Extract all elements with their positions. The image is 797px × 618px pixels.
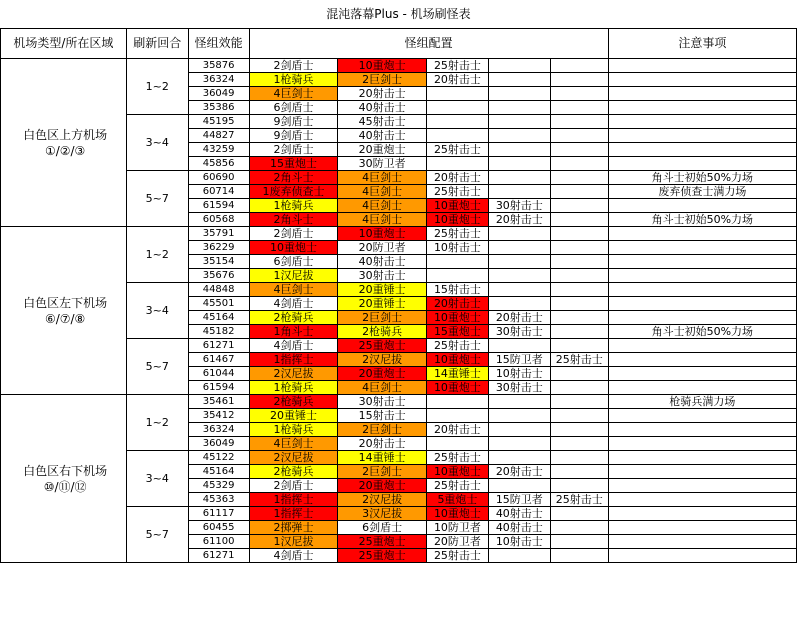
note-cell: 角斗士初始50%力场 <box>608 213 796 227</box>
unit-cell: 10重炮士 <box>427 213 489 227</box>
empty-unit-cell <box>550 283 608 297</box>
unit-cell: 25射击士 <box>427 59 489 73</box>
power-cell: 44848 <box>188 283 249 297</box>
empty-unit-cell <box>427 269 489 283</box>
power-cell: 35791 <box>188 227 249 241</box>
note-cell <box>608 269 796 283</box>
unit-cell: 20射击士 <box>488 465 550 479</box>
power-cell: 45182 <box>188 325 249 339</box>
unit-cell: 1汉尼拔 <box>249 535 338 549</box>
region-name: 白色区右下机场 <box>23 463 108 478</box>
unit-cell: 2角斗士 <box>249 213 338 227</box>
empty-unit-cell <box>550 157 608 171</box>
round-cell: 5~7 <box>126 339 188 395</box>
empty-unit-cell <box>550 451 608 465</box>
unit-cell: 20重炮士 <box>338 143 427 157</box>
power-cell: 60568 <box>188 213 249 227</box>
unit-cell: 2剑盾士 <box>249 479 338 493</box>
empty-unit-cell <box>427 409 489 423</box>
unit-cell: 10防卫者 <box>427 521 489 535</box>
note-cell <box>608 451 796 465</box>
empty-unit-cell <box>550 521 608 535</box>
empty-unit-cell <box>550 241 608 255</box>
header-round: 刷新回合 <box>126 29 188 59</box>
empty-unit-cell <box>550 325 608 339</box>
unit-cell: 2巨剑士 <box>338 465 427 479</box>
empty-unit-cell <box>550 465 608 479</box>
note-cell <box>608 479 796 493</box>
power-cell: 45501 <box>188 297 249 311</box>
round-cell: 5~7 <box>126 507 188 563</box>
note-cell: 角斗士初始50%力场 <box>608 171 796 185</box>
empty-unit-cell <box>550 269 608 283</box>
region-name: 白色区左下机场 <box>23 295 108 310</box>
round-cell: 5~7 <box>126 171 188 227</box>
note-cell <box>608 507 796 521</box>
unit-cell: 6剑盾士 <box>249 101 338 115</box>
unit-cell: 2汉尼拔 <box>338 493 427 507</box>
empty-unit-cell <box>488 241 550 255</box>
unit-cell: 4巨剑士 <box>338 199 427 213</box>
unit-cell: 20射击士 <box>427 423 489 437</box>
unit-cell: 6剑盾士 <box>249 255 338 269</box>
power-cell: 36324 <box>188 423 249 437</box>
empty-unit-cell <box>550 381 608 395</box>
note-cell <box>608 367 796 381</box>
unit-cell: 25射击士 <box>550 353 608 367</box>
unit-cell: 30防卫者 <box>338 157 427 171</box>
empty-unit-cell <box>550 535 608 549</box>
unit-cell: 1枪骑兵 <box>249 381 338 395</box>
region-airports: ⑩/⑪/⑫ <box>43 479 87 494</box>
power-cell: 45363 <box>188 493 249 507</box>
unit-cell: 10射击士 <box>488 367 550 381</box>
empty-unit-cell <box>550 213 608 227</box>
empty-unit-cell <box>427 157 489 171</box>
power-cell: 61271 <box>188 339 249 353</box>
power-cell: 43259 <box>188 143 249 157</box>
empty-unit-cell <box>550 367 608 381</box>
empty-unit-cell <box>427 129 489 143</box>
unit-cell: 30射击士 <box>488 381 550 395</box>
note-cell <box>608 381 796 395</box>
unit-cell: 45射击士 <box>338 115 427 129</box>
table-row <box>1 395 797 409</box>
round-cell: 3~4 <box>126 115 188 171</box>
note-cell <box>608 493 796 507</box>
unit-cell: 4巨剑士 <box>338 171 427 185</box>
empty-unit-cell <box>427 101 489 115</box>
empty-unit-cell <box>427 437 489 451</box>
unit-cell: 10重炮士 <box>427 465 489 479</box>
power-cell: 36049 <box>188 87 249 101</box>
unit-cell: 30射击士 <box>488 325 550 339</box>
unit-cell: 9剑盾士 <box>249 115 338 129</box>
empty-unit-cell <box>488 339 550 353</box>
unit-cell: 25射击士 <box>427 451 489 465</box>
empty-unit-cell <box>488 115 550 129</box>
unit-cell: 4巨剑士 <box>338 213 427 227</box>
unit-cell: 25射击士 <box>550 493 608 507</box>
unit-cell: 2巨剑士 <box>338 423 427 437</box>
unit-cell: 20射击士 <box>338 437 427 451</box>
header-power: 怪组效能 <box>188 29 249 59</box>
empty-unit-cell <box>427 255 489 269</box>
empty-unit-cell <box>427 87 489 101</box>
unit-cell: 5重炮士 <box>427 493 489 507</box>
power-cell: 36229 <box>188 241 249 255</box>
power-cell: 35412 <box>188 409 249 423</box>
table-row <box>1 59 797 73</box>
note-cell <box>608 353 796 367</box>
empty-unit-cell <box>550 115 608 129</box>
unit-cell: 4巨剑士 <box>249 87 338 101</box>
unit-cell: 4巨剑士 <box>338 381 427 395</box>
empty-unit-cell <box>488 479 550 493</box>
round-cell: 1~2 <box>126 59 188 115</box>
table-row <box>1 227 797 241</box>
round-cell: 1~2 <box>126 395 188 451</box>
unit-cell: 10重炮士 <box>338 227 427 241</box>
power-cell: 60455 <box>188 521 249 535</box>
note-cell: 角斗士初始50%力场 <box>608 325 796 339</box>
empty-unit-cell <box>488 143 550 157</box>
note-cell <box>608 409 796 423</box>
empty-unit-cell <box>488 157 550 171</box>
empty-unit-cell <box>427 395 489 409</box>
unit-cell: 40射击士 <box>338 255 427 269</box>
region-cell <box>4 59 126 227</box>
region-cell <box>4 395 126 563</box>
unit-cell: 1汉尼拔 <box>249 269 338 283</box>
empty-unit-cell <box>550 479 608 493</box>
unit-cell: 14重锤士 <box>427 367 489 381</box>
unit-cell: 2剑盾士 <box>249 59 338 73</box>
header-notes: 注意事项 <box>608 29 796 59</box>
empty-unit-cell <box>488 101 550 115</box>
unit-cell: 15射击士 <box>427 283 489 297</box>
power-cell: 36324 <box>188 73 249 87</box>
unit-cell: 30射击士 <box>338 395 427 409</box>
empty-unit-cell <box>550 339 608 353</box>
power-cell: 60714 <box>188 185 249 199</box>
unit-cell: 1枪骑兵 <box>249 73 338 87</box>
unit-cell: 20防卫者 <box>427 535 489 549</box>
note-cell: 废弃侦查士满力场 <box>608 185 796 199</box>
unit-cell: 15防卫者 <box>488 353 550 367</box>
empty-unit-cell <box>488 171 550 185</box>
unit-cell: 1指挥士 <box>249 353 338 367</box>
unit-cell: 2枪骑兵 <box>249 395 338 409</box>
power-cell: 35461 <box>188 395 249 409</box>
unit-cell: 4剑盾士 <box>249 549 338 563</box>
unit-cell: 25重炮士 <box>338 339 427 353</box>
unit-cell: 10重炮士 <box>427 381 489 395</box>
unit-cell: 1指挥士 <box>249 493 338 507</box>
note-cell <box>608 199 796 213</box>
note-cell <box>608 339 796 353</box>
unit-cell: 2枪骑兵 <box>338 325 427 339</box>
empty-unit-cell <box>488 409 550 423</box>
unit-cell: 10重炮士 <box>427 311 489 325</box>
note-cell <box>608 227 796 241</box>
unit-cell: 25重炮士 <box>338 549 427 563</box>
unit-cell: 15重炮士 <box>427 325 489 339</box>
unit-cell: 1指挥士 <box>249 507 338 521</box>
empty-unit-cell <box>550 73 608 87</box>
region-name: 白色区上方机场 <box>23 127 108 142</box>
power-cell: 35876 <box>188 59 249 73</box>
unit-cell: 3汉尼拔 <box>338 507 427 521</box>
empty-unit-cell <box>550 437 608 451</box>
empty-unit-cell <box>550 507 608 521</box>
empty-unit-cell <box>488 297 550 311</box>
unit-cell: 4巨剑士 <box>249 283 338 297</box>
empty-unit-cell <box>550 255 608 269</box>
power-cell: 45122 <box>188 451 249 465</box>
note-cell <box>608 241 796 255</box>
unit-cell: 10射击士 <box>488 535 550 549</box>
note-cell <box>608 549 796 563</box>
empty-unit-cell <box>488 437 550 451</box>
note-cell <box>608 437 796 451</box>
power-cell: 45164 <box>188 311 249 325</box>
note-cell <box>608 73 796 87</box>
unit-cell: 2巨剑士 <box>338 311 427 325</box>
unit-cell: 25重炮士 <box>338 535 427 549</box>
unit-cell: 2枪骑兵 <box>249 465 338 479</box>
unit-cell: 20射击士 <box>427 73 489 87</box>
empty-unit-cell <box>488 227 550 241</box>
unit-cell: 25射击士 <box>427 339 489 353</box>
unit-cell: 2剑盾士 <box>249 143 338 157</box>
empty-unit-cell <box>488 269 550 283</box>
unit-cell: 2汉尼拔 <box>338 353 427 367</box>
unit-cell: 1枪骑兵 <box>249 423 338 437</box>
note-cell <box>608 311 796 325</box>
power-cell: 44827 <box>188 129 249 143</box>
empty-unit-cell <box>488 87 550 101</box>
empty-unit-cell <box>488 255 550 269</box>
empty-unit-cell <box>488 451 550 465</box>
unit-cell: 40射击士 <box>338 101 427 115</box>
unit-cell: 4剑盾士 <box>249 297 338 311</box>
power-cell: 60690 <box>188 171 249 185</box>
sheet-title: 混沌落幕Plus - 机场刷怪表 <box>1 1 797 29</box>
unit-cell: 30射击士 <box>488 199 550 213</box>
unit-cell: 2汉尼拔 <box>249 451 338 465</box>
empty-unit-cell <box>550 199 608 213</box>
power-cell: 45164 <box>188 465 249 479</box>
note-cell <box>608 157 796 171</box>
unit-cell: 1角斗士 <box>249 325 338 339</box>
unit-cell: 2巨剑士 <box>338 73 427 87</box>
unit-cell: 10重炮士 <box>427 353 489 367</box>
region-cell <box>4 227 126 395</box>
power-cell: 35154 <box>188 255 249 269</box>
power-cell: 45856 <box>188 157 249 171</box>
empty-unit-cell <box>550 297 608 311</box>
note-cell <box>608 115 796 129</box>
unit-cell: 20射击士 <box>427 171 489 185</box>
power-cell: 61594 <box>188 381 249 395</box>
unit-cell: 2汉尼拔 <box>249 367 338 381</box>
empty-unit-cell <box>550 409 608 423</box>
unit-cell: 20重炮士 <box>338 367 427 381</box>
empty-unit-cell <box>488 73 550 87</box>
power-cell: 61594 <box>188 199 249 213</box>
unit-cell: 20重锤士 <box>338 297 427 311</box>
power-cell: 61271 <box>188 549 249 563</box>
unit-cell: 2枪骑兵 <box>249 311 338 325</box>
unit-cell: 25射击士 <box>427 549 489 563</box>
unit-cell: 4剑盾士 <box>249 339 338 353</box>
power-cell: 45195 <box>188 115 249 129</box>
unit-cell: 25射击士 <box>427 143 489 157</box>
empty-unit-cell <box>550 101 608 115</box>
note-cell <box>608 255 796 269</box>
unit-cell: 10重炮士 <box>338 59 427 73</box>
unit-cell: 20射击士 <box>488 311 550 325</box>
empty-unit-cell <box>488 549 550 563</box>
note-cell <box>608 465 796 479</box>
unit-cell: 20防卫者 <box>338 241 427 255</box>
note-cell <box>608 59 796 73</box>
empty-unit-cell <box>550 423 608 437</box>
header-region: 机场类型/所在区域 <box>1 29 127 59</box>
note-cell: 枪骑兵满力场 <box>608 395 796 409</box>
unit-cell: 4巨剑士 <box>249 437 338 451</box>
note-cell <box>608 535 796 549</box>
unit-cell: 10重炮士 <box>427 199 489 213</box>
unit-cell: 10重炮士 <box>427 507 489 521</box>
unit-cell: 25射击士 <box>427 479 489 493</box>
empty-unit-cell <box>550 185 608 199</box>
unit-cell: 20重锤士 <box>338 283 427 297</box>
unit-cell: 9剑盾士 <box>249 129 338 143</box>
unit-cell: 2角斗士 <box>249 171 338 185</box>
round-cell: 3~4 <box>126 451 188 507</box>
round-cell: 1~2 <box>126 227 188 283</box>
note-cell <box>608 423 796 437</box>
note-cell <box>608 297 796 311</box>
note-cell <box>608 521 796 535</box>
unit-cell: 40射击士 <box>488 507 550 521</box>
empty-unit-cell <box>427 115 489 129</box>
round-cell: 3~4 <box>126 283 188 339</box>
unit-cell: 30射击士 <box>338 269 427 283</box>
power-cell: 45329 <box>188 479 249 493</box>
power-cell: 61467 <box>188 353 249 367</box>
empty-unit-cell <box>550 129 608 143</box>
unit-cell: 6剑盾士 <box>338 521 427 535</box>
empty-unit-cell <box>488 283 550 297</box>
unit-cell: 2掷弹士 <box>249 521 338 535</box>
empty-unit-cell <box>550 549 608 563</box>
header-config: 怪组配置 <box>249 29 608 59</box>
unit-cell: 14重锤士 <box>338 451 427 465</box>
unit-cell: 15射击士 <box>338 409 427 423</box>
empty-unit-cell <box>488 129 550 143</box>
unit-cell: 20射击士 <box>427 297 489 311</box>
empty-unit-cell <box>550 87 608 101</box>
unit-cell: 25射击士 <box>427 227 489 241</box>
note-cell <box>608 87 796 101</box>
note-cell <box>608 129 796 143</box>
unit-cell: 15重炮士 <box>249 157 338 171</box>
region-airports: ⑥/⑦/⑧ <box>44 311 86 326</box>
unit-cell: 20重锤士 <box>249 409 338 423</box>
power-cell: 35386 <box>188 101 249 115</box>
empty-unit-cell <box>550 143 608 157</box>
unit-cell: 10重炮士 <box>249 241 338 255</box>
unit-cell: 1枪骑兵 <box>249 199 338 213</box>
empty-unit-cell <box>550 59 608 73</box>
power-cell: 36049 <box>188 437 249 451</box>
unit-cell: 2剑盾士 <box>249 227 338 241</box>
empty-unit-cell <box>488 395 550 409</box>
empty-unit-cell <box>488 185 550 199</box>
unit-cell: 20重炮士 <box>338 479 427 493</box>
empty-unit-cell <box>488 59 550 73</box>
empty-unit-cell <box>550 227 608 241</box>
empty-unit-cell <box>550 171 608 185</box>
unit-cell: 15防卫者 <box>488 493 550 507</box>
unit-cell: 25射击士 <box>427 185 489 199</box>
region-airports: ①/②/③ <box>44 143 86 158</box>
empty-unit-cell <box>550 395 608 409</box>
note-cell <box>608 283 796 297</box>
power-cell: 35676 <box>188 269 249 283</box>
unit-cell: 20射击士 <box>488 213 550 227</box>
unit-cell: 20射击士 <box>338 87 427 101</box>
note-cell <box>608 101 796 115</box>
unit-cell: 1废弃侦查士 <box>249 185 338 199</box>
power-cell: 61100 <box>188 535 249 549</box>
unit-cell: 4巨剑士 <box>338 185 427 199</box>
unit-cell: 40射击士 <box>338 129 427 143</box>
note-cell <box>608 143 796 157</box>
unit-cell: 10射击士 <box>427 241 489 255</box>
unit-cell: 40射击士 <box>488 521 550 535</box>
empty-unit-cell <box>550 311 608 325</box>
power-cell: 61044 <box>188 367 249 381</box>
empty-unit-cell <box>488 423 550 437</box>
power-cell: 61117 <box>188 507 249 521</box>
